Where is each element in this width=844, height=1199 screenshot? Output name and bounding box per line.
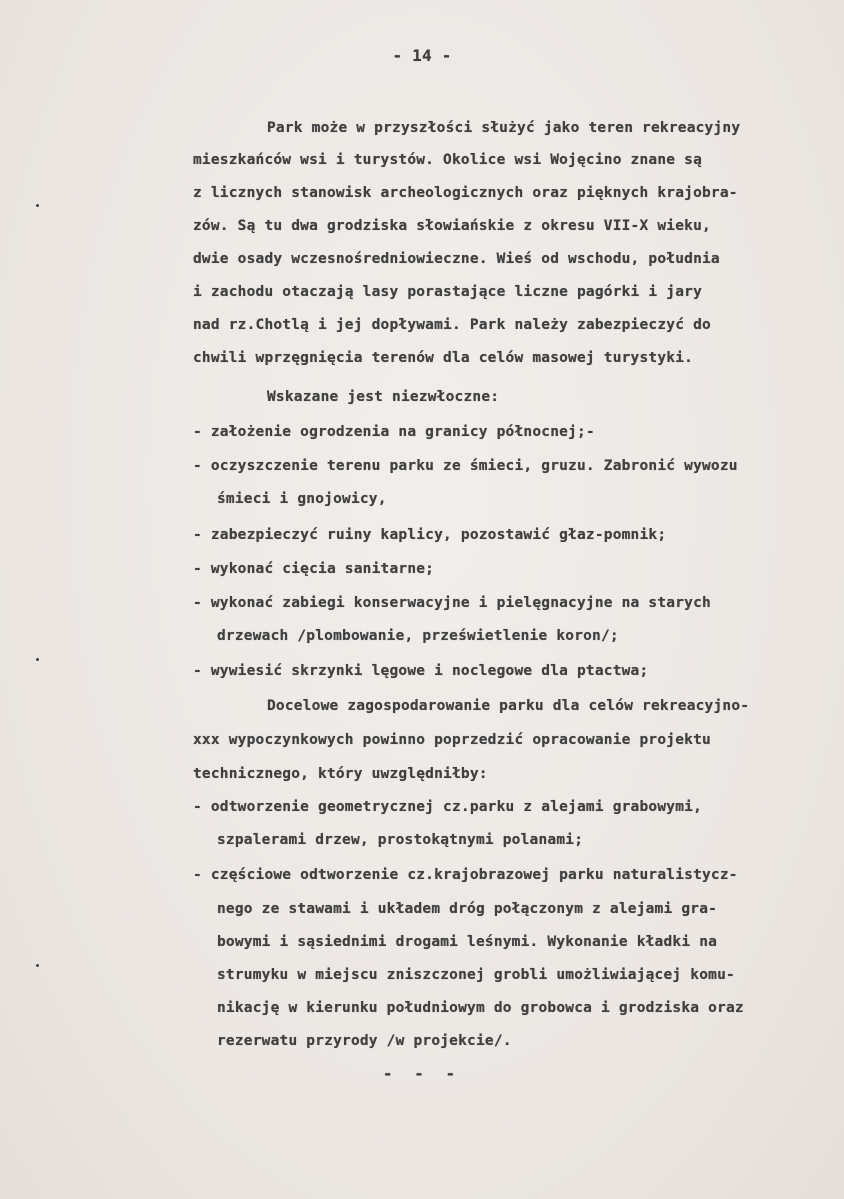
technical-item: - odtworzenie geometrycznej cz.parku z alejami grabowymi, xyxy=(193,799,702,815)
binder-mark xyxy=(36,204,39,207)
recommendation-item: - zabezpieczyć ruiny kaplicy, pozostawić głaz-pomnik; xyxy=(193,527,667,543)
paragraph2-line: Docelowe zagospodarowanie parku dla celów rekreacyjno- xyxy=(267,698,750,714)
paragraph1-line: chwili wprzęgnięcia terenów dla celów masowej turystyki. xyxy=(193,350,694,366)
paragraph1-line: z licznych stanowisk archeologicznych oraz pięknych krajobra- xyxy=(193,185,738,201)
technical-item-continuation: nikację w kierunku południowym do grobowca i grodziska oraz xyxy=(217,1000,744,1016)
paragraph1-line: nad rz.Chotlą i jej dopływami. Park należy zabezpieczyć do xyxy=(193,317,711,333)
recommendation-item: - wykonać zabiegi konserwacyjne i pielęgnacyjne na starych xyxy=(193,595,711,611)
paragraph1-line: mieszkańców wsi i turystów. Okolice wsi Wojęcino znane są xyxy=(193,152,702,168)
paragraph1-line: i zachodu otaczają lasy porastające liczne pagórki i jary xyxy=(193,284,702,300)
paragraph2-line: technicznego, który uwzględniłby: xyxy=(193,766,488,782)
page-number: - 14 - xyxy=(392,46,452,65)
binder-mark xyxy=(36,658,39,661)
technical-item: - częściowe odtworzenie cz.krajobrazowej parku naturalistycz- xyxy=(193,867,738,883)
technical-item-continuation: nego ze stawami i układem dróg połączonym z alejami gra- xyxy=(217,901,718,917)
recommendation-item-continuation: drzewach /plombowanie, prześwietlenie koron/; xyxy=(217,628,619,644)
technical-item-continuation: bowymi i sąsiednimi drogami leśnymi. Wykonanie kładki na xyxy=(217,934,718,950)
recommendation-item: - wywiesić skrzynki lęgowe i noclegowe dla ptactwa; xyxy=(193,663,649,679)
paragraph1-line: zów. Są tu dwa grodziska słowiańskie z okresu VII-X wieku, xyxy=(193,218,711,234)
binder-mark xyxy=(36,964,39,967)
end-mark: - - - xyxy=(382,1064,462,1083)
recommendations-intro: Wskazane jest niezwłoczne: xyxy=(267,389,500,405)
paragraph1-line: dwie osady wczesnośredniowieczne. Wieś od wschodu, południa xyxy=(193,251,720,267)
recommendation-item: - założenie ogrodzenia na granicy północnej;- xyxy=(193,424,595,440)
paragraph1-line: Park może w przyszłości służyć jako teren rekreacyjny xyxy=(267,120,741,136)
technical-item-continuation: szpalerami drzew, prostokątnymi polanami; xyxy=(217,832,584,848)
technical-item-continuation: rezerwatu przyrody /w projekcie/. xyxy=(217,1033,512,1049)
recommendation-item: - oczyszczenie terenu parku ze śmieci, gruzu. Zabronić wywozu xyxy=(193,458,738,474)
recommendation-item: - wykonać cięcia sanitarne; xyxy=(193,561,435,577)
paragraph2-line: xxx wypoczynkowych powinno poprzedzić opracowanie projektu xyxy=(193,732,711,748)
technical-item-continuation: strumyku w miejscu zniszczonej grobli umożliwiającej komu- xyxy=(217,967,735,983)
recommendation-item-continuation: śmieci i gnojowicy, xyxy=(217,491,387,507)
